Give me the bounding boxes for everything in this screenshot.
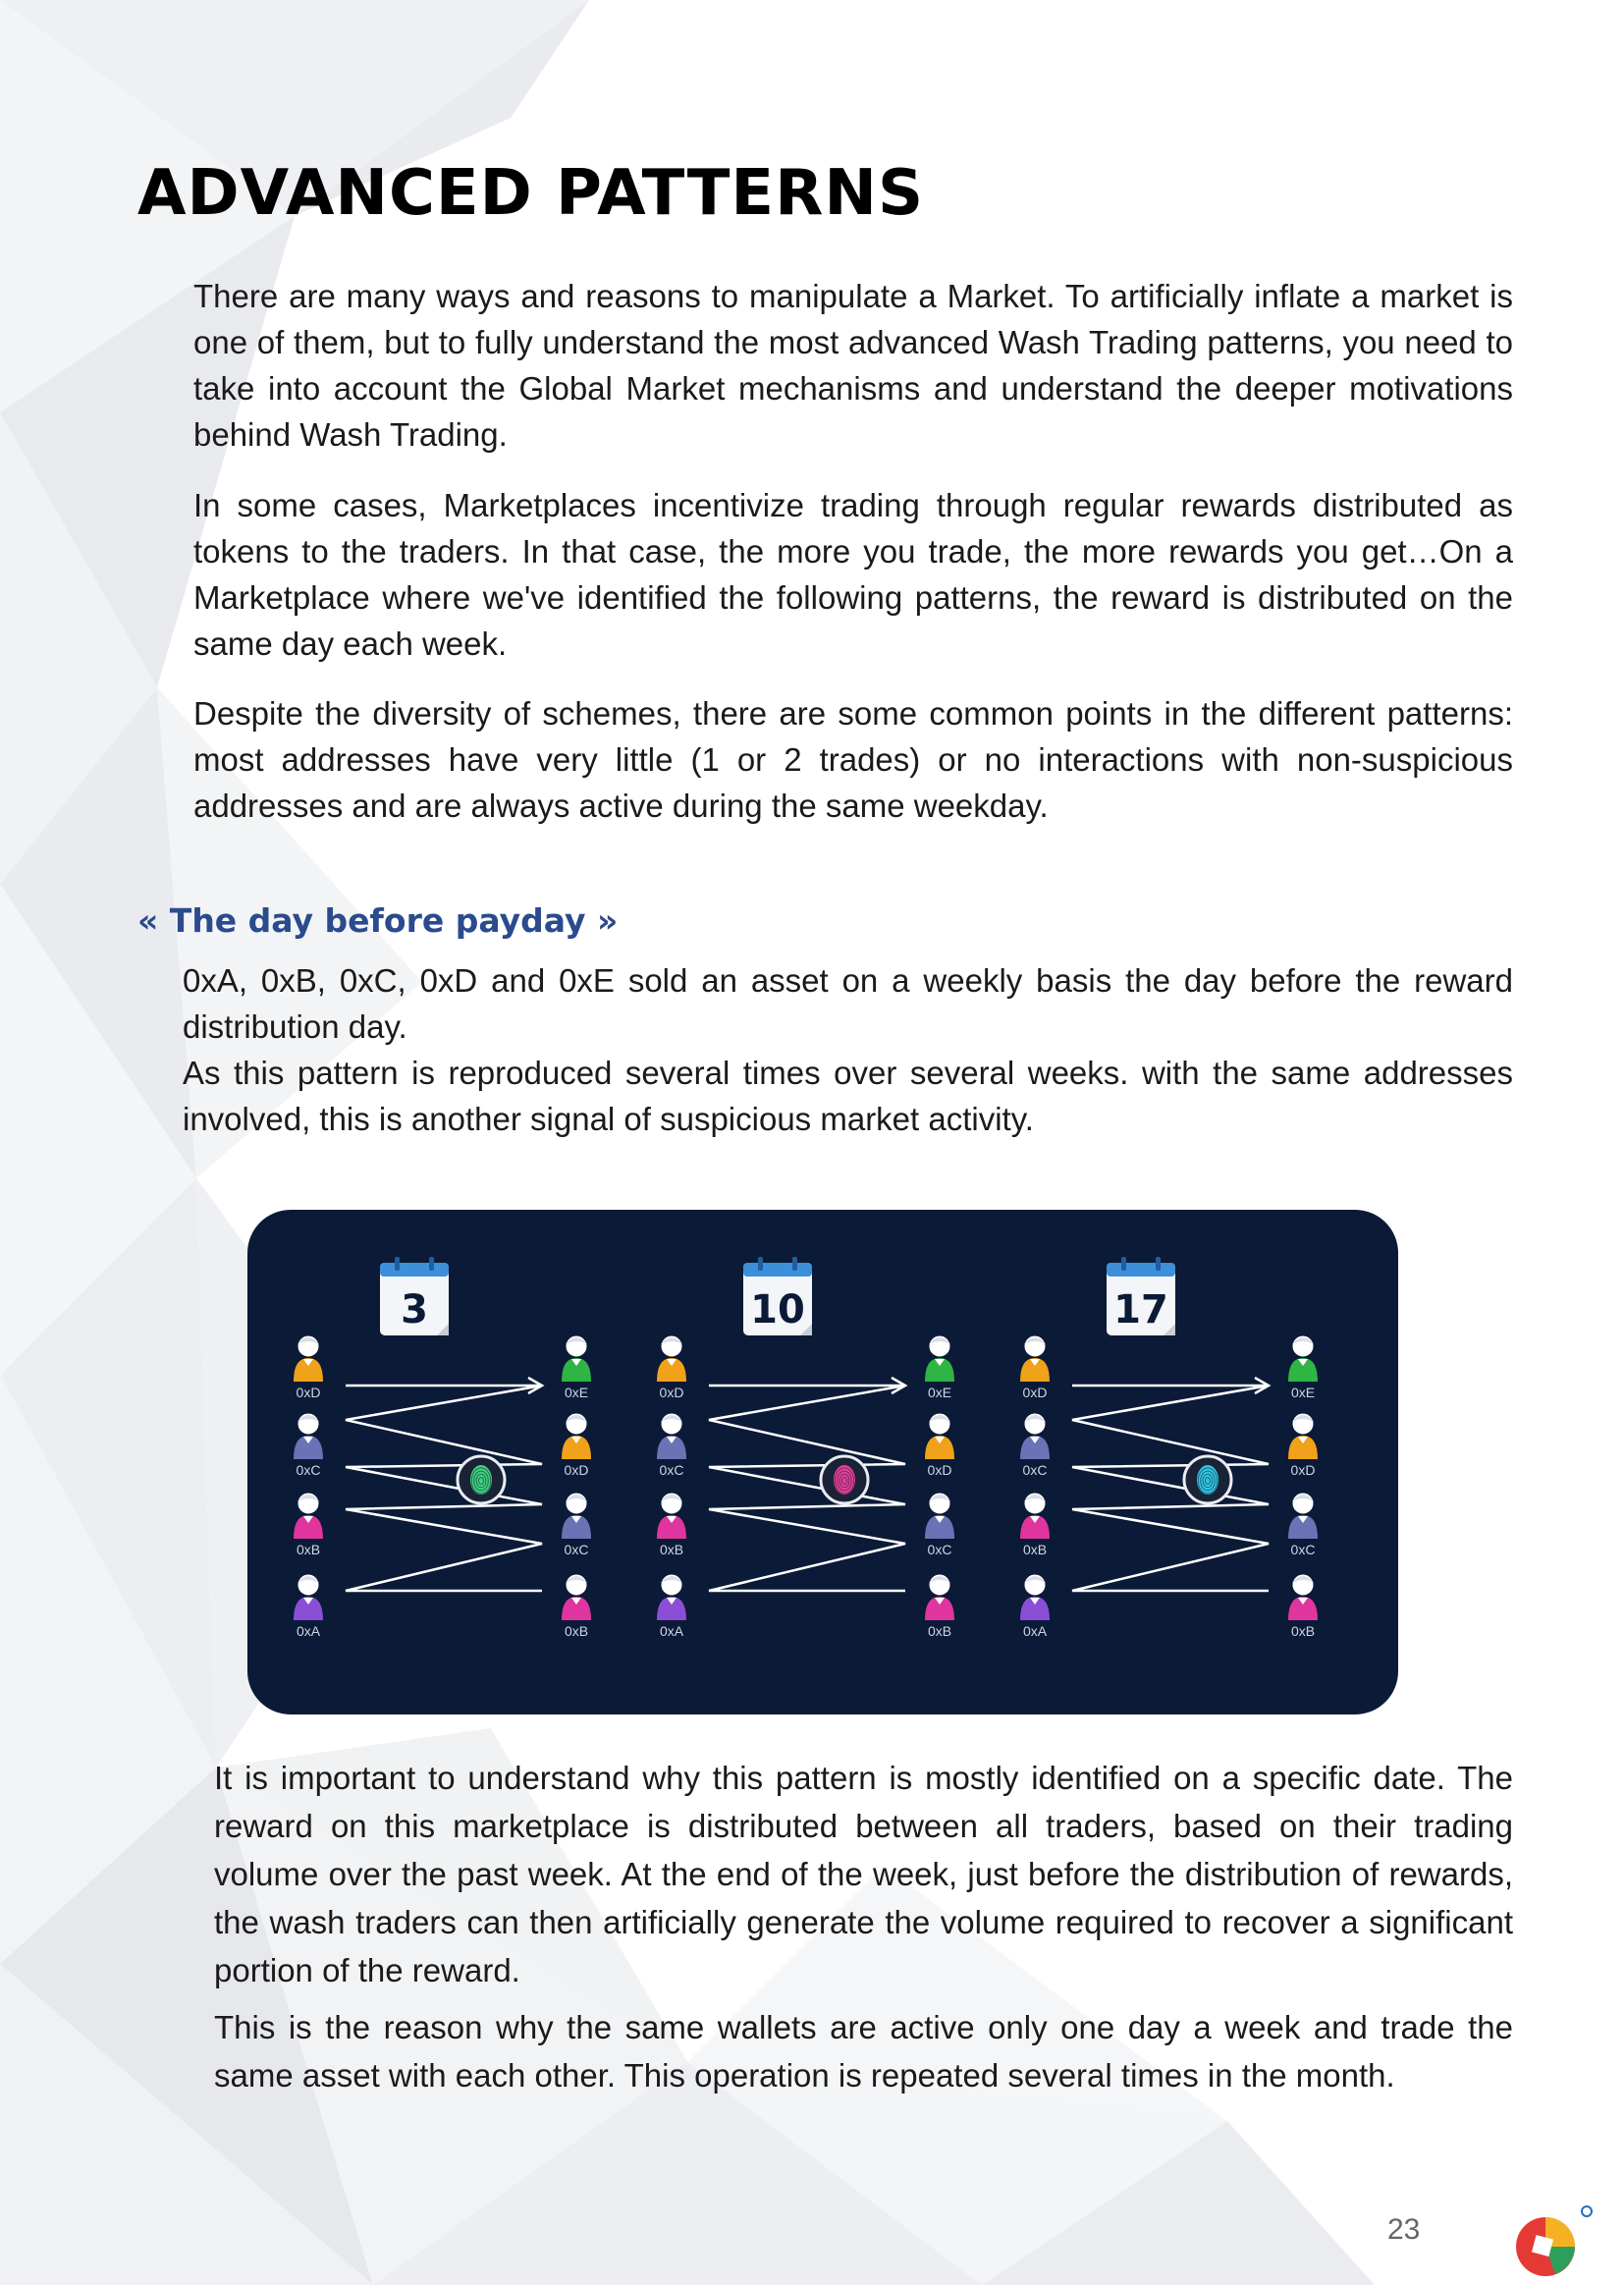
section-heading: « The day before payday » (137, 901, 619, 940)
trader-left-3-4-label: 0xA (1022, 1623, 1048, 1639)
calendar-week-1 (380, 1257, 449, 1335)
trader-left-2-1 (657, 1335, 686, 1400)
trader-left-3-2 (1020, 1413, 1050, 1478)
trade-flow-path-2 (709, 1386, 905, 1591)
trader-right-1-2 (562, 1413, 591, 1478)
wash-trading-diagram (247, 1210, 1398, 1714)
calendar-week-2 (743, 1257, 812, 1335)
trader-right-3-4-label: 0xB (1290, 1623, 1316, 1639)
trader-left-1-4-label: 0xA (296, 1623, 321, 1639)
week-group-2 (657, 1257, 954, 1639)
trader-left-2-4-label: 0xA (659, 1623, 684, 1639)
trader-right-2-2-label: 0xD (927, 1462, 952, 1478)
trader-left-3-3-label: 0xB (1022, 1542, 1048, 1557)
trader-right-2-2 (925, 1413, 954, 1478)
trader-right-1-4 (562, 1574, 591, 1639)
trader-right-2-1-label: 0xE (927, 1385, 952, 1400)
trader-right-1-2-label: 0xD (564, 1462, 589, 1478)
fingerprint-icon-2 (821, 1456, 868, 1503)
trader-left-2-3-label: 0xB (659, 1542, 684, 1557)
trader-right-1-3-label: 0xC (564, 1542, 589, 1557)
trader-left-3-1-label: 0xD (1022, 1385, 1048, 1400)
trader-left-3-3 (1020, 1493, 1050, 1557)
calendar-week-3-date: 17 (1113, 1287, 1168, 1333)
trader-right-1-1 (562, 1335, 591, 1400)
trader-left-1-4 (294, 1574, 323, 1639)
calendar-week-3 (1107, 1257, 1175, 1335)
calendar-week-1-date: 3 (401, 1287, 428, 1333)
fingerprint-icon-1 (458, 1456, 505, 1503)
trader-left-2-3 (657, 1493, 686, 1557)
trader-right-3-4 (1288, 1574, 1318, 1639)
section-paragraph-2: As this pattern is reproduced several times over several weeks. with the same addresses involved, this is another signal of suspicious market activity. (183, 1055, 1513, 1137)
trade-flow-path-3 (1072, 1386, 1269, 1591)
trader-right-3-1 (1288, 1335, 1318, 1400)
trader-right-3-3 (1288, 1493, 1318, 1557)
trader-right-1-1-label: 0xE (564, 1385, 589, 1400)
trader-right-2-4-label: 0xB (927, 1623, 952, 1639)
trade-flow-path-1 (346, 1386, 542, 1591)
page-number: 23 (1387, 2213, 1421, 2246)
trader-left-1-3-label: 0xB (296, 1542, 321, 1557)
trader-right-3-1-label: 0xE (1290, 1385, 1316, 1400)
section-paragraph-1: 0xA, 0xB, 0xC, 0xD and 0xE sold an asset on a weekly basis the day before the reward distribution day. (183, 962, 1513, 1045)
intro-paragraph-2: In some cases, Marketplaces incentivize trading through regular rewards distributed as tokens to the traders. In that case, the more you trade, the more rewards you get…On a Marketplace where we've identified the following patterns, the reward is distributed on the same day each week. (193, 487, 1513, 662)
trader-left-1-2-label: 0xC (296, 1462, 321, 1478)
intro-paragraph-3: Despite the diversity of schemes, there are some common points in the different patterns: most addresses have very little (1 or 2 trades) or no interactions with non-suspicious addresses and are always active during the same weekday. (193, 695, 1513, 824)
trader-left-1-3 (294, 1493, 323, 1557)
trader-right-2-4 (925, 1574, 954, 1639)
trader-left-1-1 (294, 1335, 323, 1400)
cluster-logo-icon (1512, 2200, 1600, 2278)
trader-left-2-4 (657, 1574, 686, 1639)
trader-right-3-2 (1288, 1413, 1318, 1478)
fingerprint-icon-3 (1184, 1456, 1231, 1503)
closing-paragraph-1: It is important to understand why this pattern is mostly identified on a specific date. The reward on this marketplace is distributed between all traders, based on their trading volume over the past week. At the end of the week, just before the distribution of rewards, the wash traders can then artificially generate the volume required to recover a significant portion of the reward. (214, 1760, 1513, 1988)
trader-right-2-3 (925, 1493, 954, 1557)
trader-left-1-1-label: 0xD (296, 1385, 321, 1400)
week-group-1 (294, 1257, 591, 1639)
trader-right-3-3-label: 0xC (1290, 1542, 1316, 1557)
trader-left-1-2 (294, 1413, 323, 1478)
week-group-3 (1020, 1257, 1318, 1639)
trader-left-2-2 (657, 1413, 686, 1478)
trader-right-2-3-label: 0xC (927, 1542, 952, 1557)
trader-right-2-1 (925, 1335, 954, 1400)
trader-left-3-4 (1020, 1574, 1050, 1639)
closing-paragraph-2: This is the reason why the same wallets are active only one day a week and trade the same asset with each other. This operation is repeated several times in the month. (214, 2009, 1513, 2094)
calendar-week-2-date: 10 (750, 1287, 805, 1333)
intro-paragraph-1: There are many ways and reasons to manipulate a Market. To artificially inflate a market is one of them, but to fully understand the most advanced Wash Trading patterns, you need to take into account the Global Market mechanisms and understand the deeper motivations behind Wash Trading. (193, 278, 1513, 453)
diagram-canvas (247, 1210, 1398, 1714)
trader-left-3-1 (1020, 1335, 1050, 1400)
trader-right-1-3 (562, 1493, 591, 1557)
trader-right-1-4-label: 0xB (564, 1623, 589, 1639)
trader-right-3-2-label: 0xD (1290, 1462, 1316, 1478)
trader-left-2-2-label: 0xC (659, 1462, 684, 1478)
trader-left-2-1-label: 0xD (659, 1385, 684, 1400)
page-title: ADVANCED PATTERNS (137, 157, 925, 230)
trader-left-3-2-label: 0xC (1022, 1462, 1048, 1478)
